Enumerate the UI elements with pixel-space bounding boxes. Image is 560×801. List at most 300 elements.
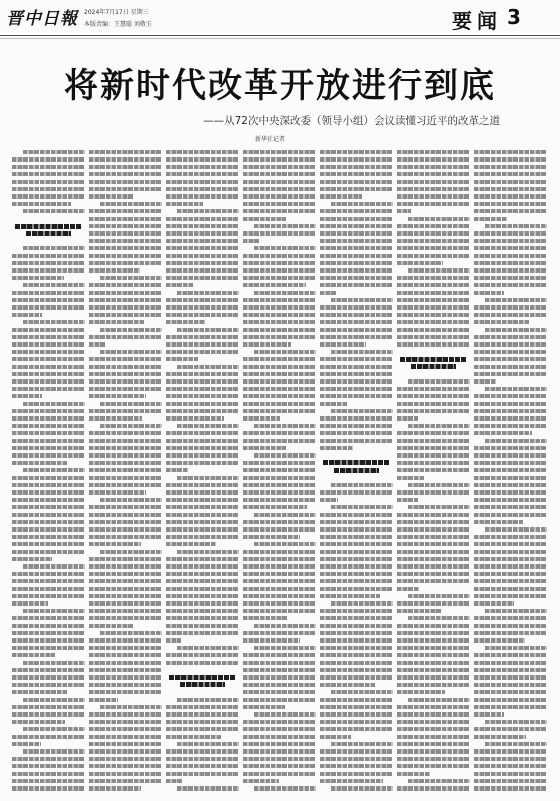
text-line [320,712,393,716]
text-line [320,431,393,435]
text-line [166,320,205,324]
text-line [397,601,470,605]
text-line [243,557,316,561]
text-line [254,453,316,457]
text-line [397,209,411,213]
text-line [243,757,316,761]
text-line [320,772,393,776]
text-line [12,587,85,591]
text-line [320,653,393,657]
article-subtitle: ——从72次中央深改委（领导小组）会议读懂习近平的改革之道 [203,115,500,127]
text-line [474,513,547,517]
article-body [12,150,548,798]
text-line [320,165,393,169]
text-line [166,727,239,731]
text-line [166,624,239,628]
text-line [12,446,85,450]
text-line [397,439,470,443]
text-line [12,579,85,583]
text-line [166,157,239,161]
text-line [474,254,547,258]
text-line [89,476,162,480]
text-line [166,735,221,739]
text-line [12,535,85,539]
text-line [320,779,383,783]
subheading-line [400,357,467,362]
text-line [12,683,85,687]
text-line [166,764,239,768]
text-line [320,283,393,287]
text-line [320,328,393,332]
text-line [166,542,216,546]
text-line [474,698,547,702]
text-line [12,675,85,679]
text-line [474,468,547,472]
text-line [12,261,85,265]
text-line [243,276,316,280]
text-line [89,224,162,228]
text-line [474,165,547,169]
text-line [12,379,85,383]
text-line [474,631,547,635]
text-line [474,231,547,235]
text-line [474,653,547,657]
text-line [12,335,85,339]
text-line [23,661,85,665]
text-line [474,194,547,198]
text-line [474,365,547,369]
text-line [474,490,547,494]
text-line [320,342,366,346]
text-line [243,505,307,509]
text-line [320,335,393,339]
text-line [166,357,198,361]
text-line [474,461,547,465]
text-line [254,646,316,650]
text-line [12,742,41,746]
text-line [397,254,470,258]
text-line [243,209,316,213]
text-line [166,254,239,258]
text-line [166,231,239,235]
text-line [89,365,162,369]
text-line [89,683,162,687]
text-line [408,616,470,620]
text-line [320,668,393,672]
text-line [243,735,316,739]
text-line [166,720,239,724]
text-line [89,764,162,768]
text-line [397,557,470,561]
text-line [254,291,316,295]
text-line [243,283,306,287]
text-line [243,772,316,776]
text-line [485,742,547,746]
text-line [474,446,547,450]
text-line [397,690,445,694]
text-line [474,624,547,628]
text-line [89,268,140,272]
text-line [166,498,239,502]
text-line [397,305,470,309]
text-line [89,283,162,287]
text-line [12,194,85,198]
text-line [12,490,85,494]
text-line [320,365,393,369]
text-line [166,150,239,154]
text-line [243,631,316,635]
text-line [320,261,393,265]
text-line [397,239,470,243]
text-line [100,424,162,428]
text-line [397,313,470,317]
text-line [89,564,162,568]
text-line [243,320,316,324]
text-line [243,239,260,243]
text-line [254,350,316,354]
text-line [320,631,393,635]
text-line [397,535,470,539]
text-line [397,624,470,628]
text-line [254,224,316,228]
text-line [320,579,393,583]
text-line [243,779,279,783]
text-line [320,217,393,221]
text-line [243,668,316,672]
text-line [243,254,316,258]
text-line [397,712,470,716]
text-line [485,439,547,443]
text-line [243,749,316,753]
text-line [243,217,286,221]
text-line [12,365,85,369]
text-line [89,668,162,672]
text-line [474,202,547,206]
text-line [397,749,470,753]
text-line [243,231,316,235]
text-line [166,594,239,598]
text-line [243,461,316,465]
text-line [100,705,162,709]
body-column [320,150,393,798]
text-line [89,749,162,753]
text-line [485,298,547,302]
text-line [12,616,85,620]
text-line [23,727,85,731]
text-line [243,416,280,420]
text-line [12,180,85,184]
text-line [243,535,300,539]
text-line [243,180,316,184]
text-line [166,453,239,457]
text-line [166,705,239,709]
text-line [320,638,393,642]
text-line [166,194,239,198]
text-line [12,550,85,554]
text-line [397,609,441,613]
text-line [12,268,85,272]
text-line [320,527,393,531]
text-line [397,453,470,457]
text-line [474,661,547,665]
text-line [89,416,142,420]
text-line [474,483,547,487]
text-line [89,231,162,235]
text-line [12,202,71,206]
text-line [12,424,85,428]
text-line [320,735,351,739]
text-line [89,439,162,443]
text-line [100,402,162,406]
text-line [485,527,547,531]
text-line [166,609,239,613]
text-line [474,557,547,561]
text-line [254,246,316,250]
text-line [320,727,393,731]
article-byline: 新华社记者 [255,136,286,143]
text-line [89,320,145,324]
text-line [320,564,393,568]
text-line [474,498,547,502]
text-line [166,350,239,354]
text-line [89,387,162,391]
text-line [397,409,470,413]
text-line [243,483,316,487]
text-line [243,446,286,450]
text-line [243,601,316,605]
text-line [320,239,393,243]
text-line [397,727,470,731]
text-line [89,246,162,250]
text-line [320,646,393,650]
text-line [89,653,162,657]
text-line [89,194,133,198]
text-line [320,231,393,235]
text-line [474,786,547,790]
text-line [89,461,162,465]
text-line [243,157,316,161]
text-line [397,431,470,435]
subheading-line [334,468,379,473]
text-line [474,757,547,761]
text-line [166,572,239,576]
text-line [397,394,470,398]
text-line [320,379,393,383]
text-line [89,335,162,339]
text-line [474,638,525,642]
text-line [89,661,162,665]
text-line [166,779,183,783]
text-line [12,313,42,317]
text-line [254,786,316,790]
body-column [12,150,85,798]
text-line [408,424,470,428]
text-line [12,557,52,561]
text-line [474,542,547,546]
text-line [397,224,470,228]
text-line [89,572,162,576]
text-line [397,564,470,568]
text-line [474,291,504,295]
text-line [243,313,316,317]
text-line [177,646,239,650]
text-line [474,239,547,243]
text-line [474,217,507,221]
text-line [320,394,393,398]
text-line [89,557,162,561]
text-line [320,720,393,724]
text-line [397,187,470,191]
text-line [331,298,393,302]
text-line [12,342,85,346]
text-line [89,409,162,413]
text-line [166,379,239,383]
text-line [243,342,291,346]
text-line [254,712,316,716]
text-line [320,446,353,450]
text-line [12,409,85,413]
text-line [243,675,316,679]
text-line [177,365,239,369]
text-line [474,268,547,272]
text-line [474,180,547,184]
text-line [89,342,105,346]
text-line [166,416,224,420]
text-line [12,298,85,302]
text-line [166,461,239,465]
text-line [12,638,85,642]
text-line [474,690,547,694]
text-line [320,764,393,768]
text-line [89,779,162,783]
text-line [397,579,470,583]
text-line [397,705,470,709]
text-line [408,379,470,383]
text-line [166,409,239,413]
text-line [243,638,300,642]
text-line [12,690,67,694]
text-line [12,513,85,517]
text-line [397,772,430,776]
text-line [320,172,393,176]
text-line [397,683,470,687]
text-line [243,261,316,265]
text-line [12,416,85,420]
text-line [12,357,85,361]
text-line [89,372,162,376]
text-line [166,239,239,243]
subheading-line [180,682,225,687]
text-line [320,254,393,258]
text-line [166,520,239,524]
text-line [320,498,338,502]
text-line [166,202,203,206]
text-line [320,535,393,539]
text-line [89,735,162,739]
text-line [243,328,316,332]
text-line [474,379,496,383]
text-line [243,742,316,746]
text-line [243,202,316,206]
text-line [320,224,393,228]
text-line [485,328,547,332]
text-line [166,616,239,620]
text-line [166,165,239,169]
text-line [177,786,239,790]
text-line [474,431,532,435]
text-line [89,527,162,531]
text-line [12,328,85,332]
text-line [12,165,85,169]
text-line [485,609,547,613]
text-line [320,550,393,554]
text-line [166,446,239,450]
text-line [12,772,85,776]
text-line [243,550,316,554]
text-line [89,594,162,598]
text-line [397,587,419,591]
text-line [474,424,547,428]
text-line [397,520,470,524]
text-line [320,246,393,250]
text-line [474,572,547,576]
text-line [89,239,162,243]
text-line [243,720,316,724]
text-line [12,505,85,509]
text-line [89,291,162,295]
text-line [408,779,470,783]
text-line [320,187,393,191]
text-line [177,291,239,295]
text-line [243,527,316,531]
text-line [243,357,316,361]
text-line [474,705,547,709]
text-line [12,712,85,716]
text-line [166,372,239,376]
text-line [166,587,239,591]
text-line [397,513,470,517]
text-line [474,712,504,716]
text-line [89,720,162,724]
text-line [243,165,316,169]
text-line [320,572,393,576]
text-line [397,653,470,657]
text-line [243,409,316,413]
text-line [397,764,470,768]
text-line [397,180,470,184]
text-line [320,520,393,524]
text-line [12,172,85,176]
text-line [243,335,316,339]
text-line [166,180,239,184]
text-line [320,587,393,591]
text-line [254,542,316,546]
text-line [177,328,239,332]
text-line [89,638,162,642]
text-line [12,653,55,657]
text-line [397,387,470,391]
text-line [320,268,393,272]
text-line [397,172,470,176]
text-line [89,453,162,457]
text-line [89,727,162,731]
text-line [320,416,393,420]
text-line [320,402,347,406]
text-line [474,616,547,620]
text-line [166,749,239,753]
text-line [397,261,443,265]
text-line [474,402,547,406]
